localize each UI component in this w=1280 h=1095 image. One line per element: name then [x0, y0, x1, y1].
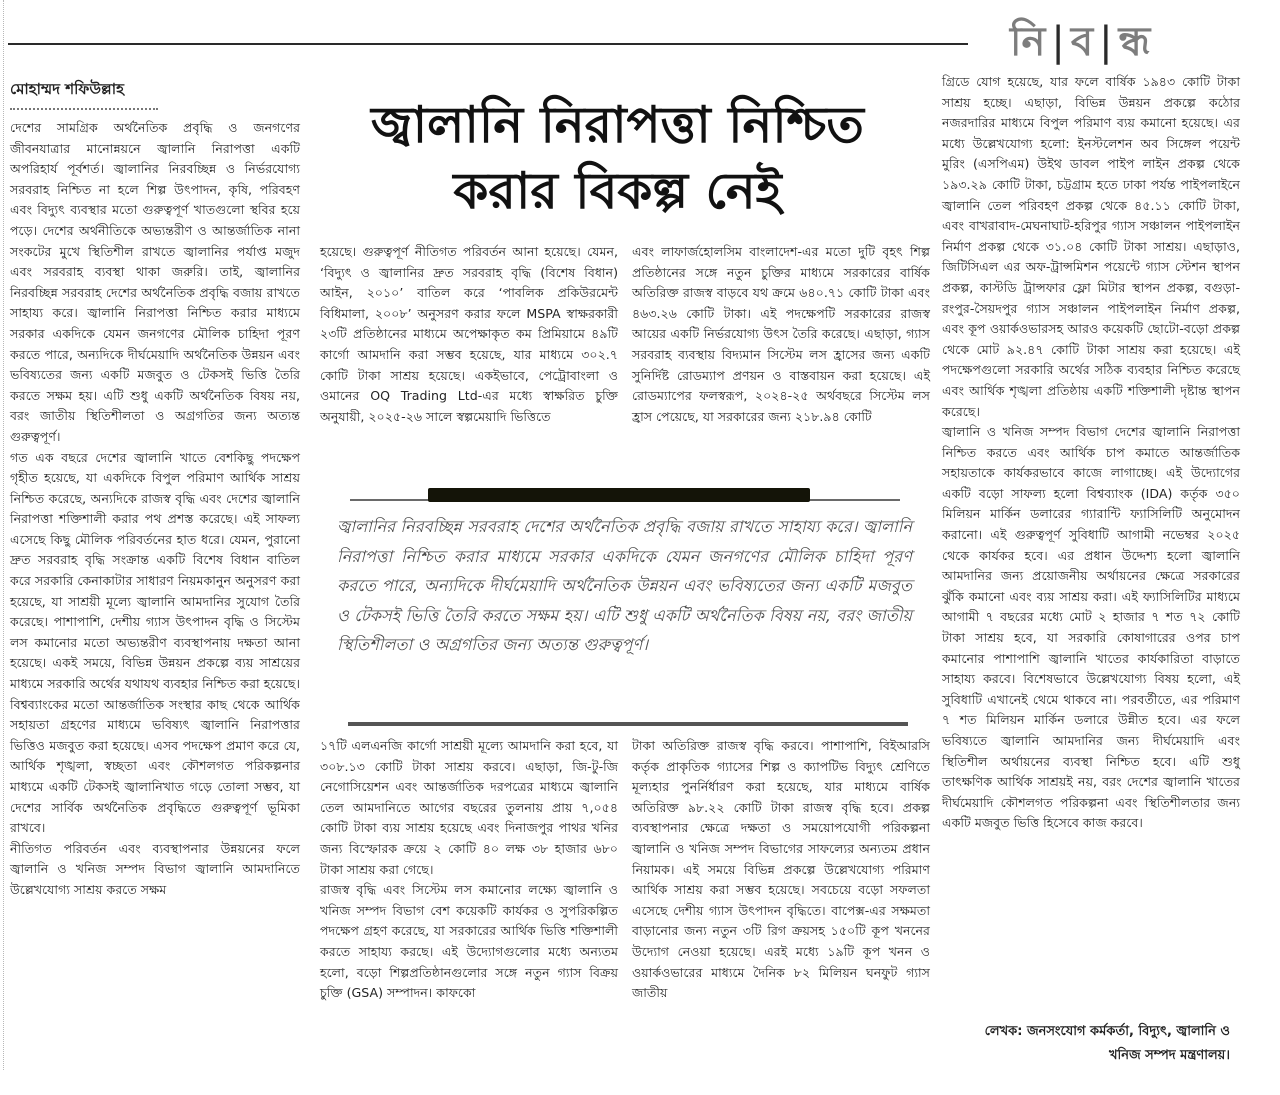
headline-line-2: করার বিকল্প নেই: [453, 162, 782, 220]
author-note-line-1: লেখক: জনসংযোগ কর্মকর্তা, বিদ্যুৎ, জ্বালানি ও: [984, 1024, 1230, 1039]
page-edge-border: [3, 0, 4, 1070]
divider-thick-bar: [428, 488, 810, 502]
section-label: [1010, 10, 1210, 70]
section-label-separator: |: [1051, 19, 1067, 65]
article-headline: [315, 92, 920, 224]
article-column-2-top: [320, 242, 618, 427]
pull-quote: জ্বালানির নিরবচ্ছিন্ন সরবরাহ দেশের অর্থনৈতিক প্রবৃদ্ধি বজায় রাখতে সাহায্য করে। জ্বালানি নিরাপত্তা নিশ্চিত করার মাধ্যমে সরকার একদিকে যেমন জনগণের মৌলিক চাহিদা পূরণ করতে পারে, অন্যদিকে দীর্ঘমেয়াদি অর্থনৈতিক উন্নয়ন এবং ভবিষ্যতের জন্য একটি মজবুত ও টেকসই ভিত্তি তৈরি করতে সক্ষম হয়। এটি শুধু একটি অর্থনৈতিক বিষয় নয়, বরং জাতীয় স্থিতিশীলতা ও অগ্রগতির জন্য অত্যন্ত গুরুত্বপূর্ণ।: [337, 517, 912, 654]
section-label-part: ন্ধ: [1118, 19, 1153, 65]
section-label-separator: |: [1099, 19, 1115, 65]
header-rule: [8, 43, 968, 45]
paragraph: জ্বালানি ও খনিজ সম্পদ বিভাগ দেশের জ্বালানি নিরাপত্তা নিশ্চিত করতে এবং আর্থিক চাপ কমাতে আন্তর্জাতিক সহায়তাকে কার্যকরভাবে কাজে লাগাচ্ছে। এই উদ্যোগের একটি বড়ো সাফল্য হলো বিশ্বব্যাংক (IDA) কর্তৃক ৩৫০ মিলিয়ন মার্কিন ডলারের গ্যারান্টি ফ্যাসিলিটি অনুমোদন করানো। এই গুরুত্বপূর্ণ সুবিধাটি আগামী নভেম্বর ২০২৫ থেকে কার্যকর হবে। এর প্রধান উদ্দেশ্য হলো জ্বালানি আমদানির জন্য প্রয়োজনীয় অর্থায়নের ক্ষেত্রে সরকারের ঝুঁকি কমানো এবং ব্যয় সাশ্রয় করা। এই ফ্যাসিলিটির মাধ্যমে আগামী ৭ বছরের মধ্যে মোট ২ হাজার ৭ শত ৭২ কোটি টাকা সাশ্রয় হবে, যা সরকারি কোষাগারের ওপর চাপ কমানোর পাশাপাশি জ্বালানি খাতের কার্যকারিতা বাড়াতে সাহায্য করবে। বিশেষভাবে উল্লেখযোগ্য বিষয় হলো, এই সুবিধাটি এখানেই থেমে থাকবে না। পরবর্তীতে, এর পরিমাণ ৭ শত মিলিয়ন মার্কিন ডলারে উন্নীত হবে। এর ফলে ভবিষ্যতে জ্বালানি আমদানির জন্য দীর্ঘমেয়াদি এবং স্থিতিশীল অর্থায়নের ব্যবস্থা নিশ্চিত হবে। এটি শুধু তাৎক্ষণিক আর্থিক সাশ্রয়ই নয়, বরং দেশের জ্বালানি খাতের দীর্ঘমেয়াদি কৌশলগত পরিকল্পনা এবং স্থিতিশীলতার জন্য একটি মজবুত ভিত্তি হিসেবে কাজ করবে।: [942, 424, 1240, 831]
author-note-line-2: খনিজ সম্পদ মন্ত্রণালয়।: [1108, 1048, 1230, 1063]
article-column-1: [10, 118, 300, 901]
article-column-3-bottom: [632, 736, 930, 1004]
paragraph: হয়েছে। গুরুত্বপূর্ণ নীতিগত পরিবর্তন আনা হয়েছে। যেমন, ‘বিদ্যুৎ ও জ্বালানির দ্রুত সরবরাহ বৃদ্ধি (বিশেষ বিধান) আইন, ২০১০’ বাতিল করে ‘পাবলিক প্রকিউরমেন্ট বিধিমালা, ২০০৮’ অনুসরণ করার ফলে MSPA স্বাক্ষরকারী ২৩টি প্রতিষ্ঠানের মাধ্যমে অপেক্ষাকৃত কম প্রিমিয়ামে ৪৯টি কার্গো আমদানি করা সম্ভব হয়েছে, যার মাধ্যমে ৩০২.৭ কোটি টাকা সাশ্রয় হয়েছে। একইভাবে, পেট্রোবাংলা ও ওমানের OQ Trading Ltd-এর মধ্যে স্বাক্ষরিত চুক্তি অনুযায়ী, ২০২৫-২৬ সালে স্বল্পমেয়াদি ভিত্তিতে: [320, 244, 618, 424]
paragraph: গত এক বছরে দেশের জ্বালানি খাতে বেশকিছু পদক্ষেপ গৃহীত হয়েছে, যা একদিকে বিপুল পরিমাণ আর্থিক সাশ্রয় নিশ্চিত করেছে, অন্যদিকে রাজস্ব বৃদ্ধি এবং দেশের জ্বালানি নিরাপত্তা শক্তিশালী করার পথ প্রশস্ত করেছে। এই সাফল্য এসেছে কিছু মৌলিক পরিবর্তনের হাত ধরে। যেমন, পুরানো দ্রুত সরবরাহ বৃদ্ধি সংক্রান্ত একটি বিশেষ বিধান বাতিল করে সরকারি কেনাকাটার সাধারণ নিয়মকানুন অনুসরণ করা হয়েছে, যা সাশ্রয়ী মূল্যে জ্বালানি আমদানির সুযোগ তৈরি করেছে। পাশাপাশি, দেশীয় গ্যাস উৎপাদন বৃদ্ধি ও সিস্টেম লস কমানোর মতো অভ্যন্তরীণ ব্যবস্থাপনায় দক্ষতা আনা হয়েছে। একই সময়ে, বিভিন্ন উন্নয়ন প্রকল্পে ব্যয় সাশ্রয়ের মাধ্যমে সরকারি অর্থের যথাযথ ব্যবহার নিশ্চিত করা হয়েছে। বিশ্বব্যাংকের মতো আন্তর্জাতিক সংস্থার কাছ থেকে আর্থিক সহায়তা গ্রহণের মাধ্যমে ভবিষ্যৎ জ্বালানি নিরাপত্তার ভিত্তিও মজবুত করা হয়েছে। এসব পদক্ষেপ প্রমাণ করে যে, আর্থিক শৃঙ্খলা, স্বচ্ছতা এবং কৌশলগত পরিকল্পনার মাধ্যমে একটি টেকসই জ্বালানিখাত গড়ে তোলা সম্ভব, যা দেশের সার্বিক অর্থনৈতিক প্রবৃদ্ধিতে গুরুত্বপূর্ণ ভূমিকা রাখবে।: [10, 449, 300, 836]
section-label-part: নি: [1010, 19, 1048, 65]
article-column-2-bottom: [320, 736, 618, 1004]
article-column-3-top: [632, 242, 930, 427]
article-column-4: [942, 72, 1240, 834]
paragraph: নীতিগত পরিবর্তন এবং ব্যবস্থাপনার উন্নয়নের ফলে জ্বালানি ও খনিজ সম্পদ বিভাগ জ্বালানি আমদানিতে উল্লেখযোগ্য সাশ্রয় করতে সক্ষম: [10, 840, 300, 897]
paragraph: রাজস্ব বৃদ্ধি এবং সিস্টেম লস কমানোর লক্ষ্যে জ্বালানি ও খনিজ সম্পদ বিভাগ বেশ কয়েকটি কার্যকর ও সুপরিকল্পিত পদক্ষেপ গ্রহণ করেছে, যা সরকারের আর্থিক ভিত্তি শক্তিশালী করতে সাহায্য করছে। এই উদ্যোগগুলোর মধ্যে অন্যতম হলো, বড়ো শিল্পপ্রতিষ্ঠানগুলোর সঙ্গে নতুন গ্যাস বিক্রয় চুক্তি (GSA) সম্পাদন। কাফকো: [320, 882, 618, 1001]
paragraph: দেশের সামগ্রিক অর্থনৈতিক প্রবৃদ্ধি ও জনগণের জীবনযাত্রার মানোন্নয়নে জ্বালানি নিরাপত্তা একটি অপরিহার্য পূর্বশর্ত। জ্বালানির নিরবচ্ছিন্ন ও নির্ভরযোগ্য সরবরাহ নিশ্চিত না হলে শিল্প উৎপাদন, কৃষি, পরিবহণ এবং বিদ্যুৎ ব্যবস্থার মতো গুরুত্বপূর্ণ খাতগুলো স্থবির হয়ে পড়ে। দেশের অর্থনীতিকে অভ্যন্তরীণ ও আন্তর্জাতিক নানা সংকটের মুখে স্থিতিশীল রাখতে জ্বালানির পর্যাপ্ত মজুদ এবং সরবরাহ ব্যবস্থা থাকা জরুরি। তাই, জ্বালানির নিরবচ্ছিন্ন সরবরাহ দেশের অর্থনৈতিক প্রবৃদ্ধি বজায় রাখতে সাহায্য করে। জ্বালানি নিরাপত্তা নিশ্চিত করার মাধ্যমে সরকার একদিকে যেমন জনগণের মৌলিক চাহিদা পূরণ করতে পারে, অন্যদিকে দীর্ঘমেয়াদি অর্থনৈতিক উন্নয়ন এবং ভবিষ্যতের জন্য একটি মজবুত ও টেকসই ভিত্তি তৈরি করতে সক্ষম হয়। এটি শুধু একটি অর্থনৈতিক বিষয় নয়, বরং জাতীয় স্থিতিশীলতা ও অগ্রগতির জন্য অত্যন্ত গুরুত্বপূর্ণ।: [10, 120, 300, 444]
paragraph: ১৭টি এলএনজি কার্গো সাশ্রয়ী মূল্যে আমদানি করা হবে, যা ৩০৮.১৩ কোটি টাকা সাশ্রয় করবে। এছাড়া, জি-টু-জি নেগোসিয়েশন এবং আন্তর্জাতিক দরপত্রের মাধ্যমে জ্বালানি তেল আমদানিতে আগের বছরের তুলনায় প্রায় ৭,০৫৪ কোটি টাকা ব্যয় সাশ্রয় হয়েছে এবং দিনাজপুর পাথর খনির জন্য বিস্ফোরক ক্রয়ে ২ কোটি ৪০ লক্ষ ৩৮ হাজার ৬৮০ টাকা সাশ্রয় করা গেছে।: [320, 738, 618, 877]
paragraph: এবং লাফার্জহোলসিম বাংলাদেশ-এর মতো দুটি বৃহৎ শিল্প প্রতিষ্ঠানের সঙ্গে নতুন চুক্তির মাধ্যমে সরকারের বার্ষিক অতিরিক্ত রাজস্ব বাড়বে যথ ক্রমে ৬৪০.৭১ কোটি টাকা এবং ৪৬৩.২৬ কোটি টাকা। এই পদক্ষেপটি সরকারের রাজস্ব আয়ের একটি নির্ভরযোগ্য উৎস তৈরি করেছে। এছাড়া, গ্যাস সরবরাহ ব্যবস্থায় বিদ্যমান সিস্টেম লস হ্রাসের জন্য একটি সুনির্দিষ্ট রোডম্যাপ প্রণয়ন ও বাস্তবায়ন করা হয়েছে। এই রোডম্যাপের ফলস্বরূপ, ২০২৪-২৫ অর্থবছরে সিস্টেম লস হ্রাস পেয়েছে, যা সরকারের জন্য ২১৮.৯৪ কোটি: [632, 244, 930, 424]
author-byline: মোহাম্মদ শফিউল্লাহ: [10, 80, 124, 98]
pullquote-bottom-divider: [348, 722, 908, 726]
pullquote-top-divider: [350, 486, 900, 500]
paragraph: গ্রিডে যোগ হয়েছে, যার ফলে বার্ষিক ১৯৪৩ কোটি টাকা সাশ্রয় হচ্ছে। এছাড়া, বিভিন্ন উন্নয়ন প্রকল্পে কঠোর নজরদারির মাধ্যমে বিপুল পরিমাণ ব্যয় কমানো হয়েছে। এর মধ্যে উল্লেখযোগ্য হলো: ইনস্টলেশন অব সিঙ্গেল পয়েন্ট মুরিং (এসপিএম) উইথ ডাবল পাইপ লাইন প্রকল্প থেকে ১৯৩.২৯ কোটি টাকা, চট্টগ্রাম হতে ঢাকা পর্যন্ত পাইপলাইনে জ্বালানি তেল পরিবহণ প্রকল্প থেকে ৪৫.১১ কোটি টাকা, এবং বাখরাবাদ-মেঘনাঘাট-হরিপুর গ্যাস সঞ্চালন পাইপলাইন নির্মাণ প্রকল্প থেকে ৩১.০৪ কোটি টাকা সাশ্রয়। এছাড়াও, জিটিসিএল এর অফ-ট্রান্সমিশন পয়েন্টে গ্যাস স্টেশন স্থাপন প্রকল্প, কাস্টডি ট্রান্সফার ফ্লো মিটার স্থাপন প্রকল্প, বগুড়া-রংপুর-সৈয়দপুর গ্যাস সঞ্চালন পাইপলাইন নির্মাণ প্রকল্প, এবং কূপ ওয়ার্কওভারসহ আরও কয়েকটি ছোটো-বড়ো প্রকল্প থেকে মোট ৯২.৪৭ কোটি টাকা সাশ্রয় করা হয়েছে। এই পদক্ষেপগুলো সরকারি অর্থের সঠিক ব্যবহার নিশ্চিত করেছে এবং আর্থিক শৃঙ্খলা প্রতিষ্ঠায় একটি শক্তিশালী দৃষ্টান্ত স্থাপন করেছে।: [942, 74, 1240, 419]
headline-line-1: জ্বালানি নিরাপত্তা নিশ্চিত: [371, 96, 864, 154]
author-note: [955, 1020, 1230, 1068]
section-label-part: ব: [1070, 19, 1096, 65]
paragraph: টাকা অতিরিক্ত রাজস্ব বৃদ্ধি করবে। পাশাপাশি, বিইআরসি কর্তৃক প্রাকৃতিক গ্যাসের শিল্প ও ক্যাপটিভ বিদ্যুৎ শ্রেণিতে মূল্যহার পুনর্নির্ধারণ করা হয়েছে, যার মাধ্যমে বার্ষিক অতিরিক্ত ৯৮.২২ কোটি টাকা রাজস্ব বৃদ্ধি হবে। প্রকল্প ব্যবস্থাপনার ক্ষেত্রে দক্ষতা ও সময়োপযোগী পরিকল্পনা জ্বালানি ও খনিজ সম্পদ বিভাগের সাফল্যের অন্যতম প্রধান নিয়ামক। এই সময়ে বিভিন্ন প্রকল্পে উল্লেখযোগ্য পরিমাণ আর্থিক সাশ্রয় করা সম্ভব হয়েছে। সবচেয়ে বড়ো সফলতা এসেছে দেশীয় গ্যাস উৎপাদন বৃদ্ধিতে। বাপেক্স-এর সক্ষমতা বাড়ানোর জন্য নতুন ৩টি রিগ ক্রয়সহ ১৫০টি কূপ খননের উদ্যোগ নেওয়া হয়েছে। এরই মধ্যে ১৯টি কূপ খনন ও ওয়ার্কওভারের মাধ্যমে দৈনিক ৮২ মিলিয়ন ঘনফুট গ্যাস জাতীয়: [632, 738, 930, 1001]
byline-divider: [10, 108, 158, 110]
